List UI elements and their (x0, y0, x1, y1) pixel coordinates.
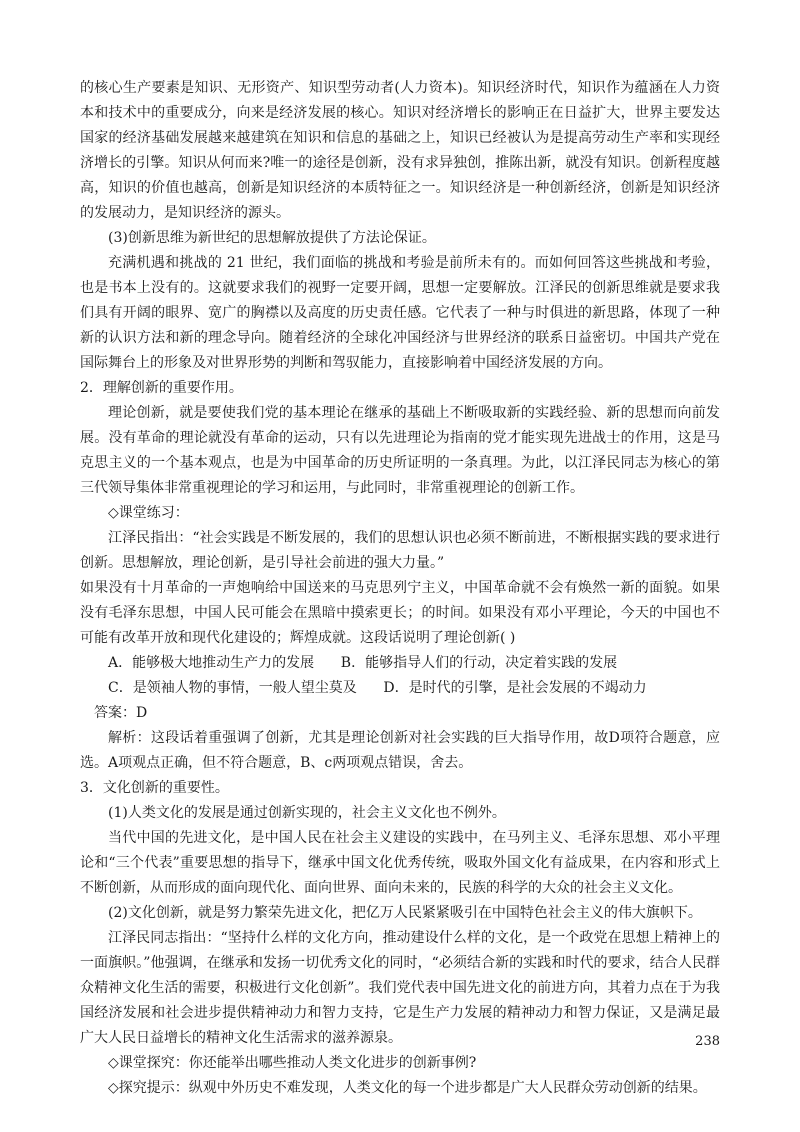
paragraph-theory-innovation: 理论创新，就是要使我们党的基本理论在继承的基础上不断吸取新的实践经验、新的思想而向前发展。没有革命的理论就没有革命的运动，只有以先进理论为指南的党才能实现先进战士的作用，这是马克思主义的一个基本观点，也是为中国革命的历史所证明的一条真理。为此，以江泽民同志为核心的第三代领导集体非常重视理论的学习和运用，与此同时，非常重视理论的创新工作。 (80, 405, 720, 496)
paragraph-knowledge-economy: 的核心生产要素是知识、无形资产、知识型劳动者(人力资本)。知识经济时代，知识作为蕴涵在人力资本和技术中的重要成分，向来是经济发展的核心。知识对经济增长的影响正在日益扩大，世界主要发达国家的经济基础发展越来越建筑在知识和信息的基础之上，知识已经被认为是提高劳动生产率和实现经济增长的引擎。知识从何而来?唯一的途径是创新，没有求异独创，推陈出新，就没有知识。创新程度越高，知识的价值也越高，创新是知识经济的本质特征之一。知识经济是一种创新经济，创新是知识经济的发展动力，是知识经济的源头。 (80, 80, 720, 221)
answer-line: 答案：D (94, 705, 148, 721)
options-row-ab: A．能够极大地推动生产力的发展 B．能够指导人们的行动，决定着实践的发展 (108, 655, 618, 671)
inquiry-hint: ◇探究提示：纵观中外历史不难发现，人类文化的每一个进步都是广大人民群众劳动创新的结果。 (108, 1080, 707, 1096)
analysis-paragraph: 解析：这段话着重强调了创新，尤其是理论创新对社会实践的巨大指导作用，故D项符合题意，应选。A项观点正确，但不符合题意，B、c两项观点错误，舍去。 (80, 730, 720, 771)
section-heading-3: 3．文化创新的重要性。 (80, 780, 229, 796)
paragraph-advanced-culture: 当代中国的先进文化，是中国人民在社会主义建设的实践中，在马列主义、毛泽东思想、邓小平理论和“三个代表”重要思想的指导下，继承中国文化优秀传统，吸取外国文化有益成果，在内容和形式上不断创新，从而形成的面向现代化、面向世界、面向未来的，民族的科学的大众的社会主义文化。 (80, 830, 720, 896)
subheading-culture-2: (2)文化创新，就是努力繁荣先进文化，把亿万人民紧紧吸引在中国特色社会主义的伟大旗帜下。 (108, 905, 702, 921)
paragraph-cultural-direction: 江泽民同志指出：“坚持什么样的文化方向，推动建设什么样的文化，是一个政党在思想上精神上的一面旗帜。”他强调，在继承和发扬一切优秀文化的同时，“必须结合新的实践和时代的要求，结合人民群众精神文化生活的需要，积极进行文化创新”。我们党代表中国先进文化的前进方向，其着力点在于为我国经济发展和社会进步提供精神动力和智力支持，它是生产力发展的精神动力和智力保证，又是满足最广大人民日益增长的精神文化生活需求的滋养源泉。 (80, 930, 720, 1046)
options-row-cd: C．是领袖人物的事情，一般人望尘莫及 D．是时代的引擎，是社会发展的不竭动力 (108, 680, 647, 696)
exercise-label: ◇课堂练习： (108, 505, 189, 521)
inquiry-question: ◇课堂探究：你还能举出哪些推动人类文化进步的创新事例? (108, 1055, 477, 1071)
paragraph-21st-century: 充满机遇和挑战的 21 世纪，我们面临的挑战和考验是前所未有的。而如何回答这些挑战和考验，也是书本上没有的。这就要求我们的视野一定要开阔，思想一定要解放。江泽民的创新思维就是要求我们具有开阔的眼界、宽广的胸襟以及高度的历史责任感。它代表了一种与时俱进的新思路，体现了一种新的认识方法和新的理念导向。随着经济的全球化冲国经济与世界经济的联系日益密切。中国共产党在国际舞台上的形象及对世界形势的判断和驾驭能力，直接影响着中国经济发展的方向。 (80, 255, 720, 371)
document-body (80, 76, 720, 1101)
subheading-culture-1: (1)人类文化的发展是通过创新实现的，社会主义文化也不例外。 (108, 805, 506, 821)
page-number: 238 (695, 1034, 720, 1049)
quote-paragraph: 江泽民指出：“社会实践是不断发展的，我们的思想认识也必须不断前进，不断根据实践的要求进行创新。思想解放，理论创新，是引导社会前进的强大力量。” (80, 530, 720, 571)
subheading-innovative-thinking: (3)创新思维为新世纪的思想解放提供了方法论保证。 (108, 230, 436, 246)
section-heading-2: 2．理解创新的重要作用。 (80, 380, 243, 396)
question-paragraph: 如果没有十月革命的一声炮响给中国送来的马克思列宁主义，中国革命就不会有焕然一新的面貌。如果没有毛泽东思想，中国人民可能会在黑暗中摸索更长；的时间。如果没有邓小平理论，今天的中国也不可能有改革开放和现代化建设的；辉煌成就。这段话说明了理论创新( ) (80, 580, 720, 646)
